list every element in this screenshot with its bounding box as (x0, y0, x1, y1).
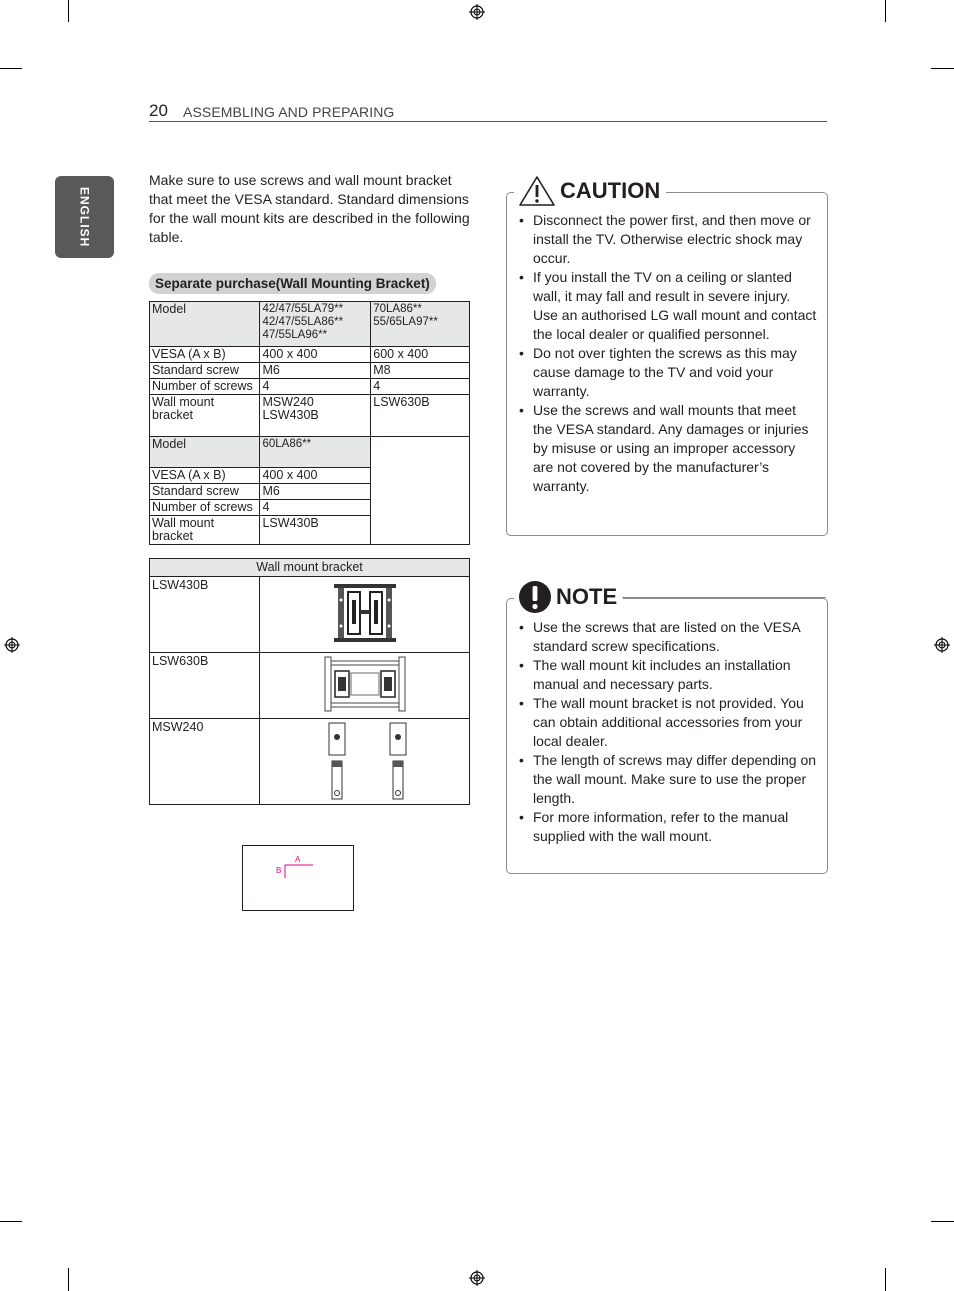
empty-cell (371, 437, 470, 545)
caution-item: • If you install the TV on a ceiling or slanted wall, it may fall and result in severe injury. Use an authorised LG wall mount and contact the local dealer or qualified personnel. (519, 268, 817, 344)
note-item: • The length of screws may differ depending on the wall mount. Make sure to use the proper length. (519, 751, 817, 808)
bracket-table-header: Wall mount bracket (150, 559, 470, 577)
bracket-image-cell (260, 577, 470, 653)
registration-mark-icon (469, 1270, 485, 1286)
bracket-name-cell: LSW630B (150, 653, 260, 719)
crop-mark (885, 0, 886, 22)
note-title-rule (622, 597, 826, 598)
bracket-label-cell: Wall mount bracket (150, 516, 260, 545)
count-cell: 4 (371, 379, 470, 395)
crop-mark (0, 68, 22, 69)
count-label-cell: Number of screws (150, 500, 260, 516)
model-cell: 60LA86** (260, 437, 371, 468)
header-rule (149, 121, 827, 122)
vesa-label-cell: VESA (A x B) (150, 468, 260, 484)
note-item: • Use the screws that are listed on the VESA standard screw specifications. (519, 618, 817, 656)
bracket-cell: MSW240 LSW430B (260, 395, 371, 437)
crop-mark (931, 1221, 954, 1222)
note-item: • For more information, refer to the manual supplied with the wall mount. (519, 808, 817, 846)
screw-label-cell: Standard screw (150, 484, 260, 500)
note-item: • The wall mount bracket is not provided. You can obtain additional accessories from your local dealer. (519, 694, 817, 751)
count-cell: 4 (260, 500, 371, 516)
count-label-cell: Number of screws (150, 379, 260, 395)
warning-icon (518, 175, 556, 207)
model-cell: 42/47/55LA79** 42/47/55LA86** 47/55LA96** (260, 302, 371, 347)
note-list (519, 618, 817, 846)
bracket-image-table (149, 558, 470, 805)
registration-mark-icon (469, 4, 485, 20)
model-cell: 70LA86** 55/65LA97** (371, 302, 470, 347)
screw-cell: M8 (371, 363, 470, 379)
diagram-label-b: B (276, 866, 282, 875)
bracket-name-cell: LSW430B (150, 577, 260, 653)
screw-label-cell: Standard screw (150, 363, 260, 379)
vesa-label-cell: VESA (A x B) (150, 347, 260, 363)
count-cell: 4 (260, 379, 371, 395)
bracket-image-cell (260, 719, 470, 805)
bracket-cell: LSW630B (371, 395, 470, 437)
bracket-cell: LSW430B (260, 516, 371, 545)
bracket-label-cell: Wall mount bracket (150, 395, 260, 437)
screw-cell: M6 (260, 363, 371, 379)
note-title: NOTE (556, 584, 618, 609)
crop-mark (931, 68, 954, 69)
registration-mark-icon (934, 637, 950, 653)
diagram-label-a: A (295, 855, 301, 864)
caution-item: • Do not over tighten the screws as this may cause damage to the TV and void your warranty. (519, 344, 817, 401)
model-label-cell: Model (150, 302, 260, 347)
bracket-name-cell: MSW240 (150, 719, 260, 805)
vesa-cell: 400 x 400 (260, 347, 371, 363)
crop-mark (68, 1268, 69, 1291)
vesa-diagram (242, 845, 354, 911)
caution-list (519, 211, 817, 496)
language-tab-label: ENGLISH (77, 186, 92, 248)
vesa-cell: 400 x 400 (260, 468, 371, 484)
language-tab (55, 176, 114, 258)
intro-paragraph: Make sure to use screws and wall mount bracket that meet the VESA standard. Standard dimensions for the wall mount kits are described in the following table. (149, 172, 470, 245)
exclamation-icon (518, 580, 552, 614)
model-label-cell: Model (150, 437, 260, 468)
msw240-bracket-image (260, 719, 460, 801)
caution-title-group (514, 175, 666, 207)
crop-mark (68, 0, 69, 22)
screw-cell: M6 (260, 484, 371, 500)
caution-item: • Use the screws and wall mounts that meet the VESA standard. Any damages or injuries by misuse or using an improper accessory are not covered by the manufacturer’s warranty. (519, 401, 817, 496)
crop-mark (0, 1221, 22, 1222)
note-title-group (514, 580, 623, 614)
bracket-image-cell (260, 653, 470, 719)
caution-item: • Disconnect the power first, and then move or install the TV. Otherwise electric shock may occur. (519, 211, 817, 268)
note-item: • The wall mount kit includes an installation manual and necessary parts. (519, 656, 817, 694)
vesa-cell: 600 x 400 (371, 347, 470, 363)
purchase-heading: Separate purchase(Wall Mounting Bracket) (149, 273, 436, 294)
registration-mark-icon (4, 637, 20, 653)
section-title: ASSEMBLING AND PREPARING (183, 104, 395, 120)
vesa-spec-table (149, 301, 470, 545)
caution-title: CAUTION (560, 178, 661, 203)
page-number: 20 (149, 101, 168, 120)
lsw430b-bracket-image (332, 580, 398, 646)
crop-mark (885, 1268, 886, 1291)
lsw630b-bracket-image (323, 655, 407, 713)
